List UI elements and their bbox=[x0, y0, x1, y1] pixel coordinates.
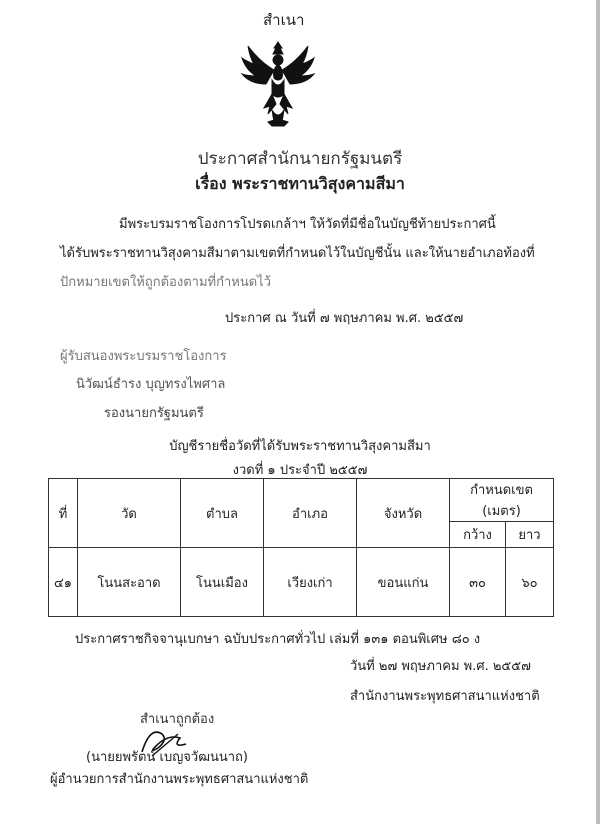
signatory-name: นิวัฒน์ธำรง บุญทรงไพศาล bbox=[76, 377, 226, 392]
gazette-date: วันที่ ๒๗ พฤษภาคม พ.ศ. ๒๕๕๗ bbox=[350, 659, 531, 674]
header-temple: วัด bbox=[78, 479, 181, 548]
copy-label: สำเนา bbox=[263, 11, 305, 29]
cell-length: ๖๐ bbox=[506, 548, 554, 617]
certification-label: สำเนาถูกต้อง bbox=[140, 712, 215, 727]
cell-no: ๔๑ bbox=[49, 548, 78, 617]
list-round: งวดที่ ๑ ประจำปี ๒๕๕๗ bbox=[232, 463, 368, 478]
announcement-title: ประกาศสำนักนายกรัฐมนตรี bbox=[197, 149, 403, 169]
signatory-title: ผู้รับสนองพระบรมราชโองการ bbox=[60, 349, 227, 364]
signatory-position: รองนายกรัฐมนตรี bbox=[104, 406, 204, 421]
subject-line: เรื่อง พระราชทานวิสุงคามสีมา bbox=[195, 174, 405, 193]
gazette-office: สำนักงานพระพุทธศาสนาแห่งชาติ bbox=[350, 689, 540, 704]
certifier-name: (นายยพรัตน์ เบญจวัฒนนาถ) bbox=[86, 750, 248, 765]
body-line-2: ได้รับพระราชทานวิสุงคามสีมาตามเขตที่กำหนดไว้ในบัญชีนั้น และให้นายอำเภอท้องที่ bbox=[60, 246, 535, 261]
certifier-position: ผู้อำนวยการสำนักงานพระพุทธศาสนาแห่งชาติ bbox=[50, 772, 309, 787]
list-title: บัญชีรายชื่อวัดที่ได้รับพระราชทานวิสุงคามสีมา bbox=[169, 439, 431, 454]
table-row bbox=[49, 548, 554, 617]
header-boundary-unit: (เมตร) bbox=[482, 504, 521, 519]
body-line-3: ปักหมายเขตให้ถูกต้องตามที่กำหนดไว้ bbox=[60, 275, 271, 290]
header-no: ที่ bbox=[49, 479, 78, 548]
header-width: กว้าง bbox=[450, 522, 506, 548]
cell-width: ๓๐ bbox=[450, 548, 506, 617]
cell-temple: โนนสะอาด bbox=[78, 548, 181, 617]
header-boundary bbox=[450, 479, 554, 522]
header-district: อำเภอ bbox=[264, 479, 357, 548]
announcement-date: ประกาศ ณ วันที่ ๗ พฤษภาคม พ.ศ. ๒๕๕๗ bbox=[225, 311, 464, 326]
header-subdistrict: ตำบล bbox=[181, 479, 264, 548]
page-edge-shadow bbox=[596, 0, 600, 824]
cell-subdistrict: โนนเมือง bbox=[181, 548, 264, 617]
header-boundary-label: กำหนดเขต bbox=[470, 483, 533, 498]
garuda-emblem-icon bbox=[238, 40, 318, 128]
cell-district: เวียงเก่า bbox=[264, 548, 357, 617]
temple-table bbox=[48, 478, 554, 617]
table-header-row bbox=[49, 479, 554, 522]
gazette-line: ประกาศราชกิจจานุเบกษา ฉบับประกาศทั่วไป เล่มที่ ๑๓๑ ตอนพิเศษ ๘๐ ง bbox=[75, 632, 481, 647]
header-length: ยาว bbox=[506, 522, 554, 548]
header-province: จังหวัด bbox=[357, 479, 450, 548]
cell-province: ขอนแก่น bbox=[357, 548, 450, 617]
body-line-1: มีพระบรมราชโองการโปรดเกล้าฯ ให้วัดที่มีชื่อในบัญชีท้ายประกาศนี้ bbox=[119, 217, 496, 232]
